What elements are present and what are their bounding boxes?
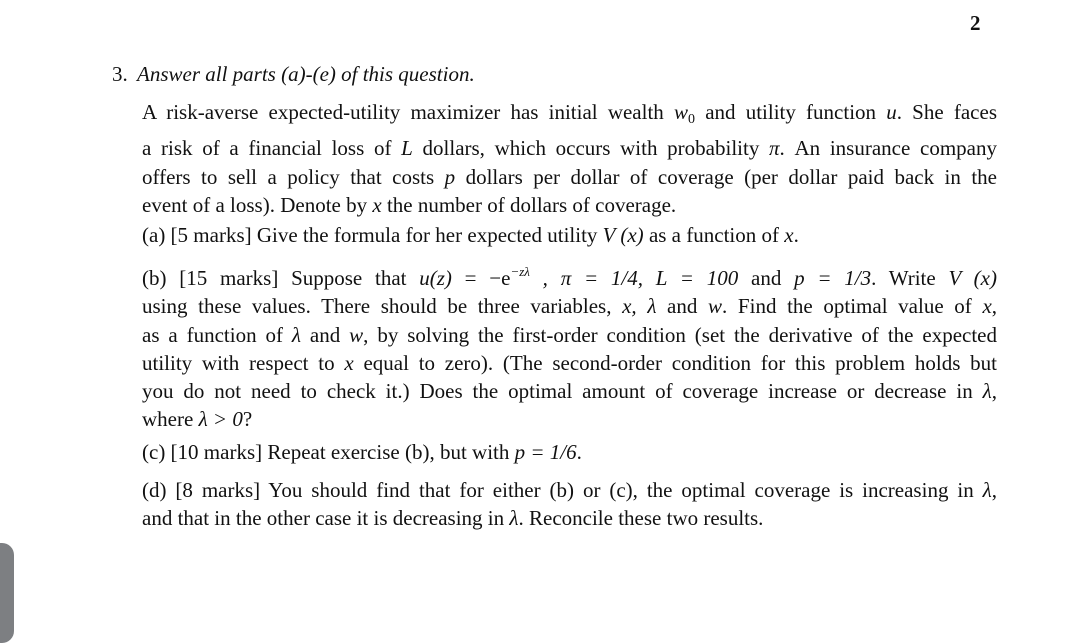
part-b-line-4: utility with respect to x equal to zero). (The second-order condition for this problem holds but	[142, 350, 997, 375]
page-number: 2	[970, 11, 981, 35]
question-header	[112, 62, 475, 87]
math-w0: $w_0$	[673, 100, 695, 127]
math-Vx: V (x)	[602, 223, 644, 247]
part-d-line-2: and that in the other case it is decreasing in λ. Reconcile these two results.	[142, 506, 764, 531]
question-number: 3.	[112, 62, 128, 86]
side-tab	[0, 543, 14, 643]
intro-line-3: offers to sell a policy that costs p dollars per dollar of coverage (per dollar paid back in the	[142, 164, 997, 189]
question-intro	[142, 98, 997, 219]
part-c-line-1: (c) [10 marks] Repeat exercise (b), but with p = 1/6.	[142, 440, 582, 464]
part-a	[142, 221, 997, 249]
part-b	[142, 258, 997, 434]
intro-line-2: a risk of a financial loss of L dollars, which occurs with probability π. An insurance company	[142, 136, 997, 161]
part-b-line-3: as a function of λ and w, by solving the first-order condition (set the derivative of the expected	[142, 322, 998, 347]
part-a-line-1: (a) [5 marks] Give the formula for her expected utility V (x) as a function of x.	[142, 223, 799, 247]
part-b-line-6: where λ > 0?	[142, 407, 253, 432]
part-b-line-1: (b) [15 marks] Suppose that $u(z) = -e^{-z\lambda}$ , π = 1/4, L = 100 and p = 1/3. Write V (x)	[142, 264, 997, 290]
question-instruction: Answer all parts (a)-(e) of this question.	[137, 62, 475, 86]
part-c	[142, 438, 997, 466]
part-d-line-1: (d) [8 marks] You should find that for either (b) or (c), the optimal coverage is increasing in λ,	[142, 478, 997, 502]
part-d	[142, 476, 997, 533]
intro-line-4: event of a loss). Denote by x the number of dollars of coverage.	[142, 192, 677, 217]
intro-line-1: A risk-averse expected-utility maximizer has initial wealth $w_0$ and utility function u. She faces	[142, 100, 997, 127]
part-b-line-5: you do not need to check it.) Does the optimal amount of coverage increase or decrease in λ,	[142, 379, 997, 404]
part-b-line-2: using these values. There should be three variables, x, λ and w. Find the optimal value of x,	[142, 294, 998, 319]
